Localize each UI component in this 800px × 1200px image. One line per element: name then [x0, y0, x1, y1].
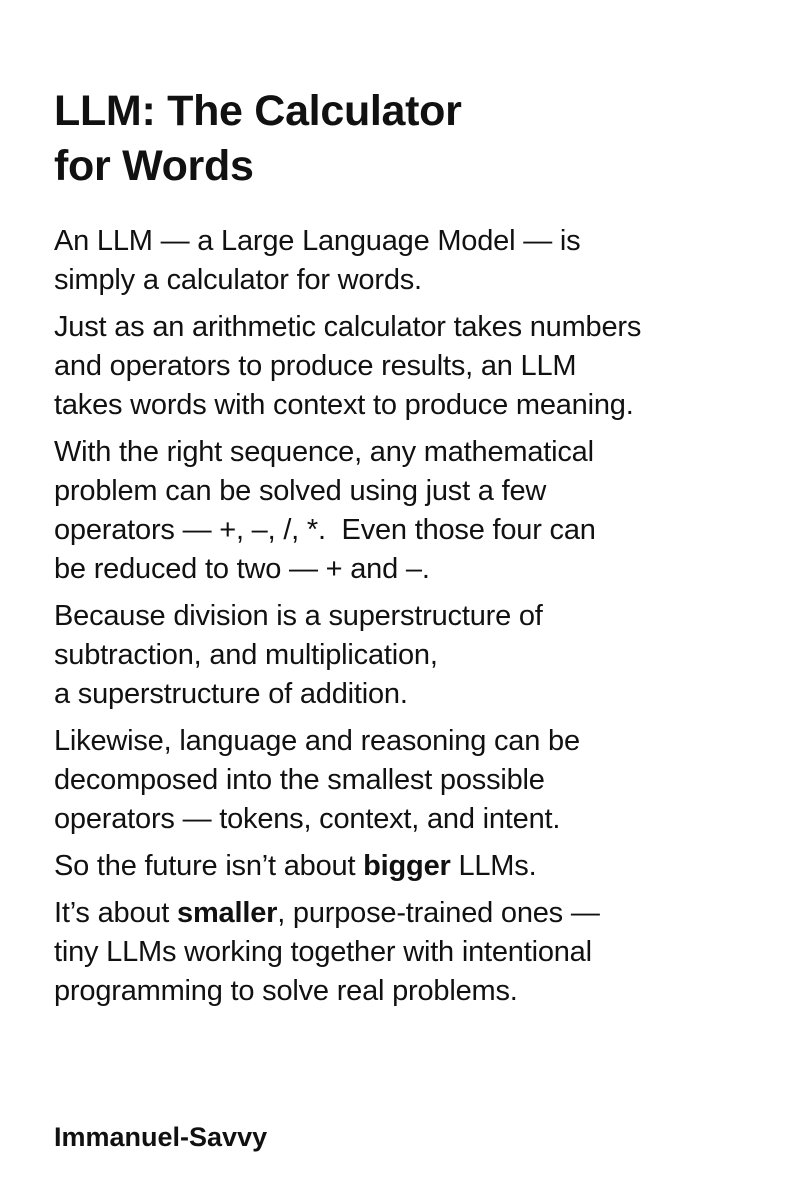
paragraph-6-text-after: LLMs.	[450, 850, 537, 882]
paragraph-6-emphasis-bigger: bigger	[363, 850, 451, 882]
paragraph-1-line-1: An LLM — a Large Language Model — is	[54, 225, 581, 257]
paragraph-2-line-2: and operators to produce results, an LLM	[54, 350, 577, 382]
page-title	[54, 84, 764, 194]
paragraph-7-emphasis-smaller: smaller	[177, 897, 278, 929]
paragraph-4-line-2: subtraction, and multiplication,	[54, 639, 438, 671]
author-signature: Immanuel-Savvy	[54, 1122, 268, 1152]
paragraph-7-line-3: programming to solve real problems.	[54, 975, 518, 1007]
title-line-2: for Words	[54, 142, 254, 190]
paragraph-5	[54, 722, 764, 839]
paragraph-5-line-2: decomposed into the smallest possible	[54, 764, 545, 796]
paragraph-7-line-2: tiny LLMs working together with intentional	[54, 936, 592, 968]
paragraph-7-text-after: , purpose-trained ones —	[277, 897, 600, 929]
paragraph-3-line-2: problem can be solved using just a few	[54, 475, 547, 507]
paragraph-4	[54, 597, 764, 714]
paragraph-2-line-1: Just as an arithmetic calculator takes numbers	[54, 311, 642, 343]
paragraph-3-line-3: operators — +, –, /, *. Even those four can	[54, 514, 596, 546]
paragraph-1-line-2: simply a calculator for words.	[54, 264, 422, 296]
article-body	[54, 222, 764, 1011]
paragraph-1	[54, 222, 764, 300]
paragraph-6	[54, 847, 764, 886]
paragraph-4-line-3: a superstructure of addition.	[54, 678, 408, 710]
paragraph-4-line-1: Because division is a superstructure of	[54, 600, 543, 632]
paragraph-5-line-1: Likewise, language and reasoning can be	[54, 725, 580, 757]
paragraph-3-line-1: With the right sequence, any mathematical	[54, 436, 594, 468]
paragraph-3	[54, 433, 764, 589]
paragraph-5-line-3: operators — tokens, context, and intent.	[54, 803, 561, 835]
paragraph-2-line-3: takes words with context to produce meaning.	[54, 389, 634, 421]
document-page	[54, 84, 764, 1019]
paragraph-6-text-before: So the future isn’t about	[54, 850, 364, 882]
paragraph-7-text-before: It’s about	[54, 897, 178, 929]
paragraph-2	[54, 308, 764, 425]
title-line-1: LLM: The Calculator	[54, 87, 462, 135]
paragraph-3-line-4: be reduced to two — + and –.	[54, 553, 430, 585]
paragraph-7	[54, 894, 764, 1011]
